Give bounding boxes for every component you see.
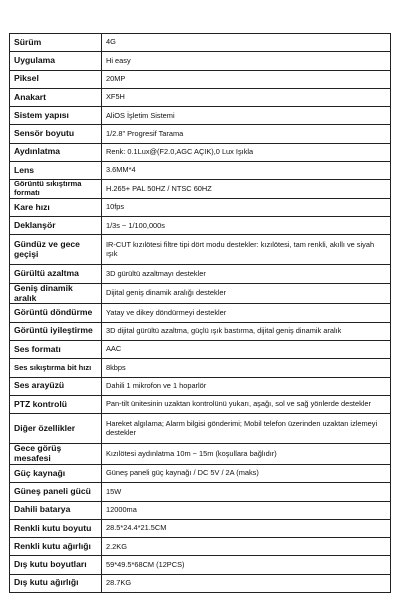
spec-value: 3.6MM*4 (102, 162, 391, 180)
table-row (10, 444, 391, 465)
spec-label: Aydınlatma (10, 143, 102, 161)
spec-value: Hi easy (102, 52, 391, 70)
table-row (10, 107, 391, 125)
spec-value: 10fps (102, 198, 391, 216)
spec-value: Dijital geniş dinamik aralığı destekler (102, 283, 391, 304)
spec-label: Ses formatı (10, 341, 102, 359)
spec-label: Renkli kutu ağırlığı (10, 538, 102, 556)
spec-value: 28.5*24.4*21.5CM (102, 519, 391, 537)
table-row (10, 556, 391, 574)
table-row (10, 235, 391, 265)
table-row (10, 359, 391, 377)
spec-label: Piksel (10, 70, 102, 88)
spec-value: Güneş paneli güç kaynağı / DC 5V / 2A (maks) (102, 464, 391, 482)
table-row (10, 395, 391, 413)
table-row (10, 283, 391, 304)
spec-value: Yatay ve dikey döndürmeyi destekler (102, 304, 391, 322)
spec-value: AAC (102, 341, 391, 359)
spec-label: Gündüz ve gece geçişi (10, 235, 102, 265)
spec-value: 4G (102, 34, 391, 52)
spec-value: 12000ma (102, 501, 391, 519)
table-row (10, 180, 391, 198)
table-row (10, 125, 391, 143)
spec-label: Anakart (10, 88, 102, 106)
spec-label: Ses arayüzü (10, 377, 102, 395)
spec-label: Sürüm (10, 34, 102, 52)
spec-label: Sistem yapısı (10, 107, 102, 125)
table-row (10, 143, 391, 161)
spec-label: Dış kutu boyutları (10, 556, 102, 574)
spec-value: 20MP (102, 70, 391, 88)
spec-value: 2.2KG (102, 538, 391, 556)
spec-value: 3D gürültü azaltmayı destekler (102, 265, 391, 283)
spec-label: Kare hızı (10, 198, 102, 216)
spec-label: Sensör boyutu (10, 125, 102, 143)
spec-label: Görüntü döndürme (10, 304, 102, 322)
spec-value: 59*49.5*68CM (12PCS) (102, 556, 391, 574)
spec-label: Ses sıkıştırma bit hızı (10, 359, 102, 377)
spec-value: 28.7KG (102, 574, 391, 592)
table-row (10, 501, 391, 519)
table-row (10, 304, 391, 322)
spec-label: Dahili batarya (10, 501, 102, 519)
table-row (10, 162, 391, 180)
table-row (10, 198, 391, 216)
table-row (10, 34, 391, 52)
spec-label: Gürültü azaltma (10, 265, 102, 283)
spec-value: Pan-tilt ünitesinin uzaktan kontrolünü yukarı, aşağı, sol ve sağ yönlerde destekler (102, 395, 391, 413)
table-row (10, 322, 391, 340)
table-row (10, 52, 391, 70)
spec-value: Kızılötesi aydınlatma 10m ~ 15m (koşullara bağlıdır) (102, 444, 391, 465)
spec-label: PTZ kontrolü (10, 395, 102, 413)
spec-label: Uygulama (10, 52, 102, 70)
spec-label: Geniş dinamik aralık (10, 283, 102, 304)
spec-value: H.265+ PAL 50HZ / NTSC 60HZ (102, 180, 391, 198)
spec-label: Güç kaynağı (10, 464, 102, 482)
spec-label: Dış kutu ağırlığı (10, 574, 102, 592)
spec-label: Diğer özellikler (10, 414, 102, 444)
table-row (10, 341, 391, 359)
spec-label: Görüntü iyileştirme (10, 322, 102, 340)
table-row (10, 538, 391, 556)
table-row (10, 217, 391, 235)
spec-label: Renkli kutu boyutu (10, 519, 102, 537)
table-row (10, 88, 391, 106)
spec-value: 1/2.8" Progresif Tarama (102, 125, 391, 143)
table-row (10, 464, 391, 482)
table-row (10, 265, 391, 283)
table-row (10, 574, 391, 592)
spec-table (9, 33, 391, 593)
spec-value: Hareket algılama; Alarm bilgisi gönderimi; Mobil telefon üzerinden uzaktan izlemeyi destekler (102, 414, 391, 444)
spec-value: 1/3s ~ 1/100,000s (102, 217, 391, 235)
table-row (10, 519, 391, 537)
spec-table-body (10, 34, 391, 593)
table-row (10, 70, 391, 88)
spec-value: 8kbps (102, 359, 391, 377)
table-row (10, 414, 391, 444)
spec-label: Güneş paneli gücü (10, 483, 102, 501)
spec-value: 15W (102, 483, 391, 501)
table-row (10, 483, 391, 501)
spec-value: 3D dijital gürültü azaltma, güçlü ışık bastırma, dijital geniş dinamik aralık (102, 322, 391, 340)
table-row (10, 377, 391, 395)
spec-label: Gece görüş mesafesi (10, 444, 102, 465)
spec-label: Lens (10, 162, 102, 180)
spec-value: Renk: 0.1Lux@(F2.0,AGC AÇIK),0 Lux Işıkla (102, 143, 391, 161)
spec-label: Görüntü sıkıştırma formatı (10, 180, 102, 198)
spec-value: XF5H (102, 88, 391, 106)
spec-label: Deklanşör (10, 217, 102, 235)
spec-value: AliOS İşletim Sistemi (102, 107, 391, 125)
spec-value: IR-CUT kızılötesi filtre tipi dört modu destekler: kızılötesi, tam renkli, akıllı ve siyah ışık (102, 235, 391, 265)
spec-value: Dahili 1 mikrofon ve 1 hoparlör (102, 377, 391, 395)
